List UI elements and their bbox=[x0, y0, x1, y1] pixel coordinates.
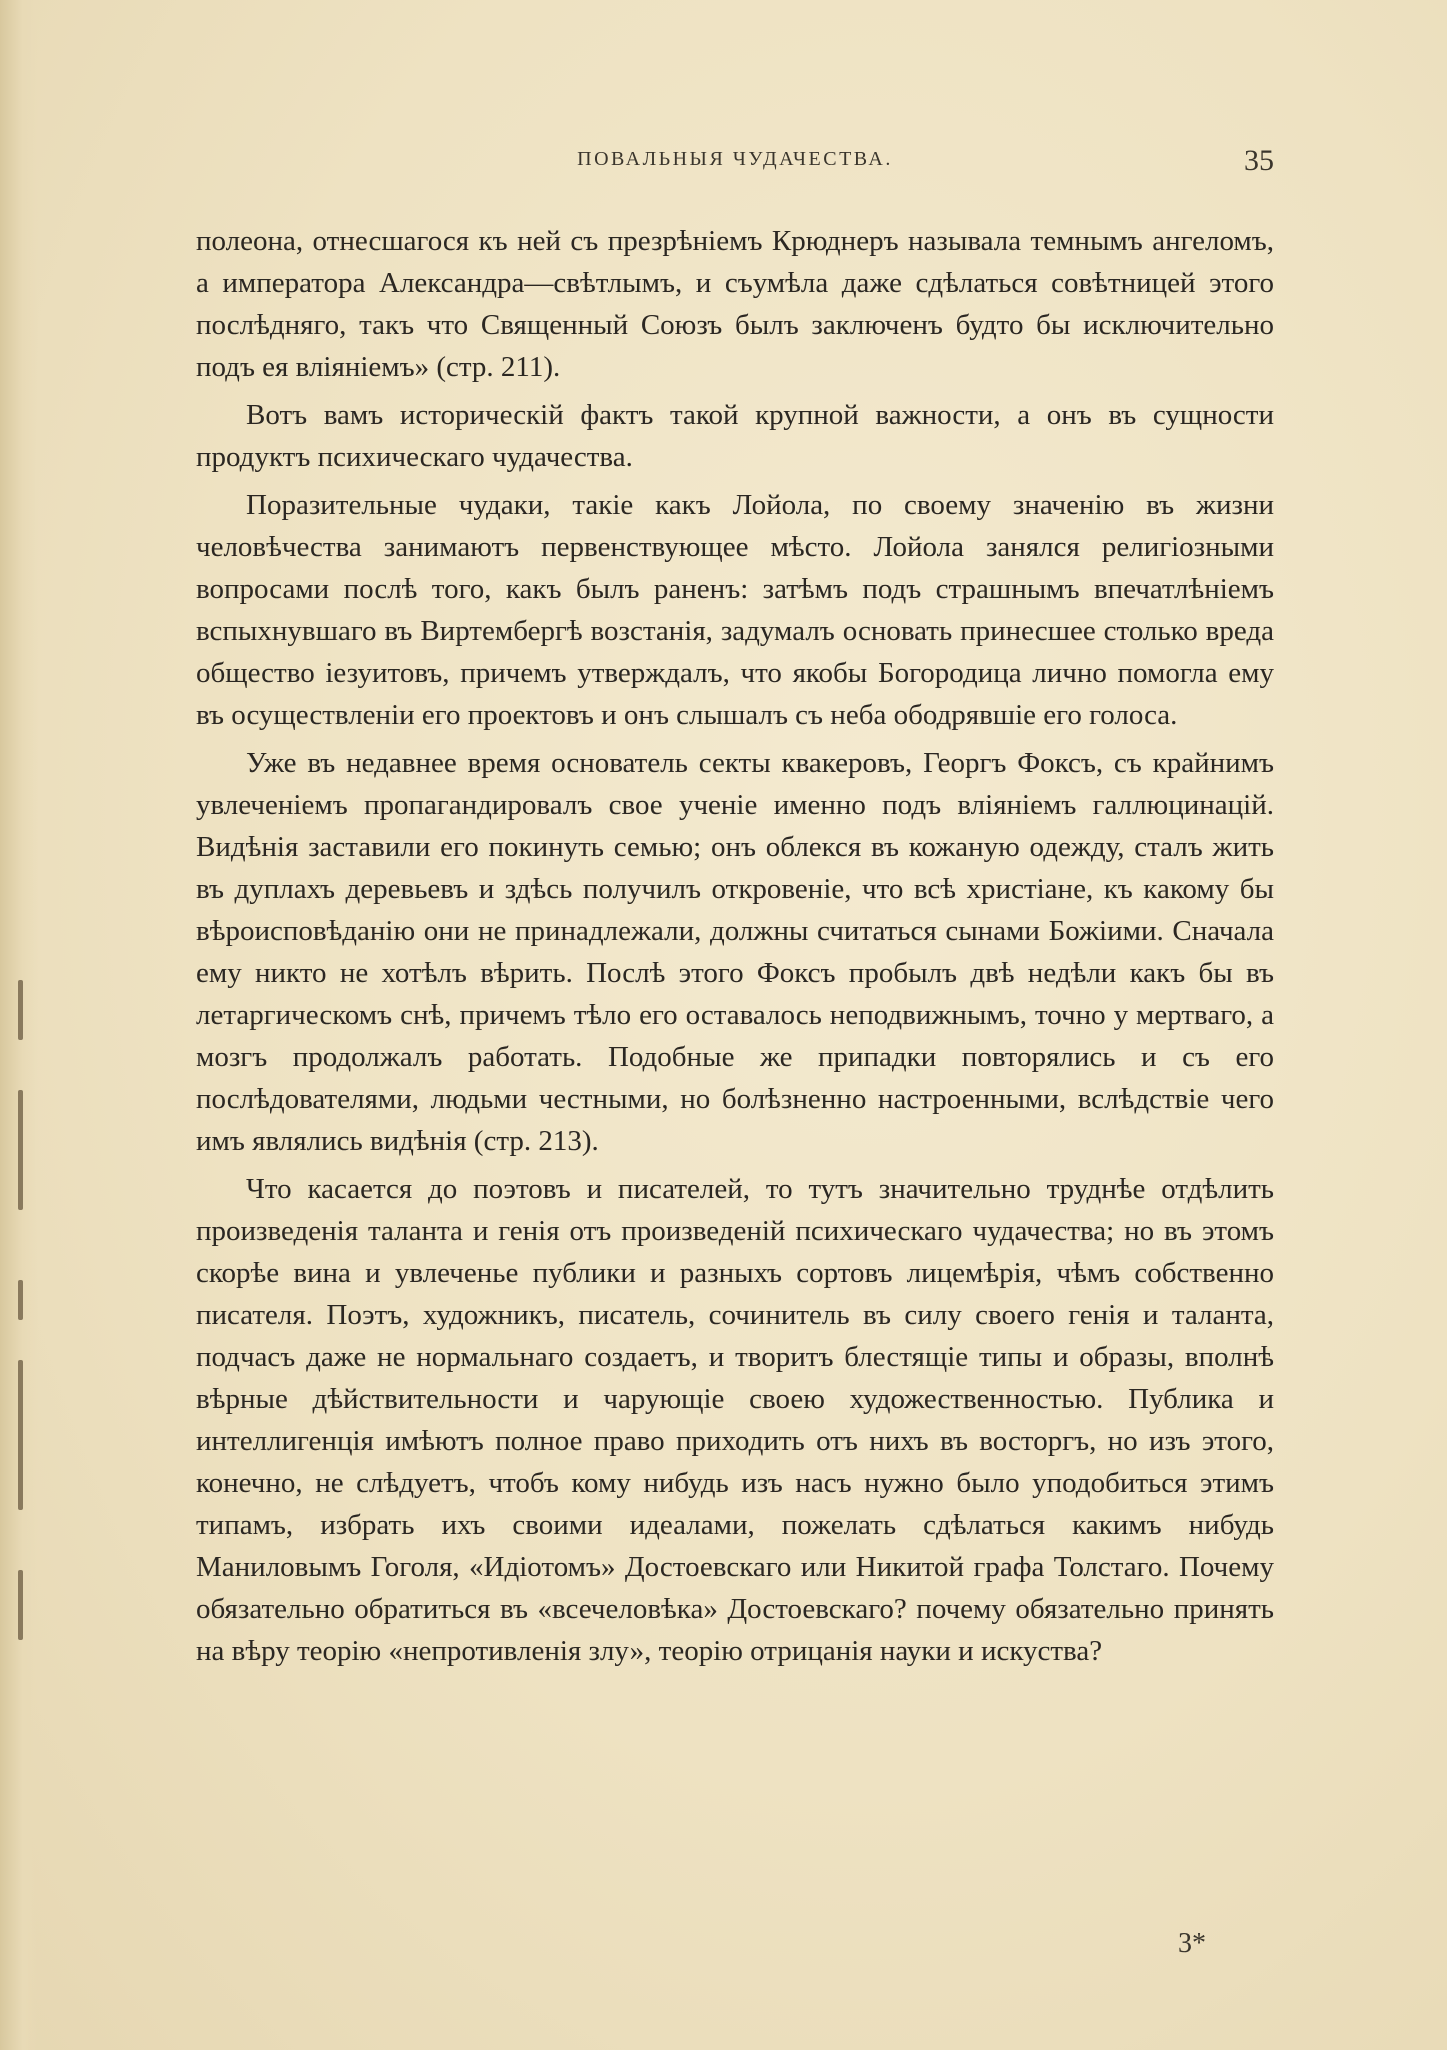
running-title: ПОВАЛЬНЫЯ ЧУДАЧЕСТВА. bbox=[577, 148, 893, 170]
body-text bbox=[196, 220, 1274, 1678]
page-number: 35 bbox=[1244, 144, 1274, 177]
paragraph: Что касается до поэтовъ и писателей, то тутъ значительно труднѣе отдѣлить произведенія таланта и генія отъ произведеній психическаго чудачества; но въ этомъ скорѣе вина и увлеченье публики и разныхъ сортовъ лицемѣрія, чѣмъ собственно писателя. Поэтъ, художникъ, писатель, сочинитель въ силу своего генія и таланта, подчасъ даже не нормальнаго создаетъ, и творитъ блестящіе типы и образы, вполнѣ вѣрные дѣйствительности и чарующіе своею художественностью. Публика и интеллигенція имѣютъ полное право приходить отъ нихъ въ восторгъ, но изъ этого, конечно, не слѣдуетъ, чтобъ кому нибудь изъ насъ нужно было уподобиться этимъ типамъ, избрать ихъ своими идеалами, пожелать сдѣлаться какимъ нибудь Маниловымъ Гоголя, «Идіотомъ» Достоевскаго или Никитой графа Толстаго. Почему обязательно обратиться въ «всечеловѣка» Достоевскаго? почему обязательно принять на вѣру теорію «непротивленія злу», теорію отрицанія науки и искуства? bbox=[196, 1173, 1274, 1667]
paragraph: полеона, отнесшагося къ ней съ презрѣніемъ Крюднеръ называла темнымъ ангеломъ, а императора Александра—свѣтлымъ, и съумѣла даже сдѣлаться совѣтницей этого послѣдняго, такъ что Священный Союзъ былъ заключенъ будто бы исключительно подъ ея вліяніемъ» (стр. 211). bbox=[196, 225, 1274, 383]
paragraph: Вотъ вамъ историческій фактъ такой крупной важности, а онъ въ сущности продуктъ психическаго чудачества. bbox=[196, 399, 1274, 473]
binding-stains bbox=[14, 980, 28, 1680]
printer-signature-mark: 3* bbox=[1178, 1928, 1206, 1959]
paragraph: Поразительные чудаки, такіе какъ Лойола, по своему значенію въ жизни человѣчества занимаютъ первенствующее мѣсто. Лойола занялся религіозными вопросами послѣ того, какъ былъ раненъ: затѣмъ подъ страшнымъ впечатлѣніемъ вспыхнувшаго въ Виртембергѣ возстанія, задумалъ основать принесшее столько вреда общество іезуитовъ, причемъ утверждалъ, что якобы Богородица лично помогла ему въ осуществленіи его проектовъ и онъ слышалъ съ неба ободрявшіе его голоса. bbox=[196, 489, 1274, 731]
paragraph: Уже въ недавнее время основатель секты квакеровъ, Георгъ Фоксъ, съ крайнимъ увлеченіемъ пропагандировалъ свое ученіе именно подъ вліяніемъ галлюцинацій. Видѣнія заставили его покинуть семью; онъ облекся въ кожаную одежду, сталъ жить въ дуплахъ деревьевъ и здѣсь получилъ откровеніе, что всѣ христіане, къ какому бы вѣроисповѣданію они не принадлежали, должны считаться сынами Божіими. Сначала ему никто не хотѣлъ вѣрить. Послѣ этого Фоксъ пробылъ двѣ недѣли какъ бы въ летаргическомъ снѣ, причемъ тѣло его оставалось неподвижнымъ, точно у мертваго, а мозгъ продолжалъ работать. Подобные же припадки повторялись и съ его послѣдователями, людьми честными, но болѣзненно настроенными, вслѣдствіе чего имъ являлись видѣнія (стр. 213). bbox=[196, 747, 1274, 1157]
page-header bbox=[196, 144, 1274, 188]
